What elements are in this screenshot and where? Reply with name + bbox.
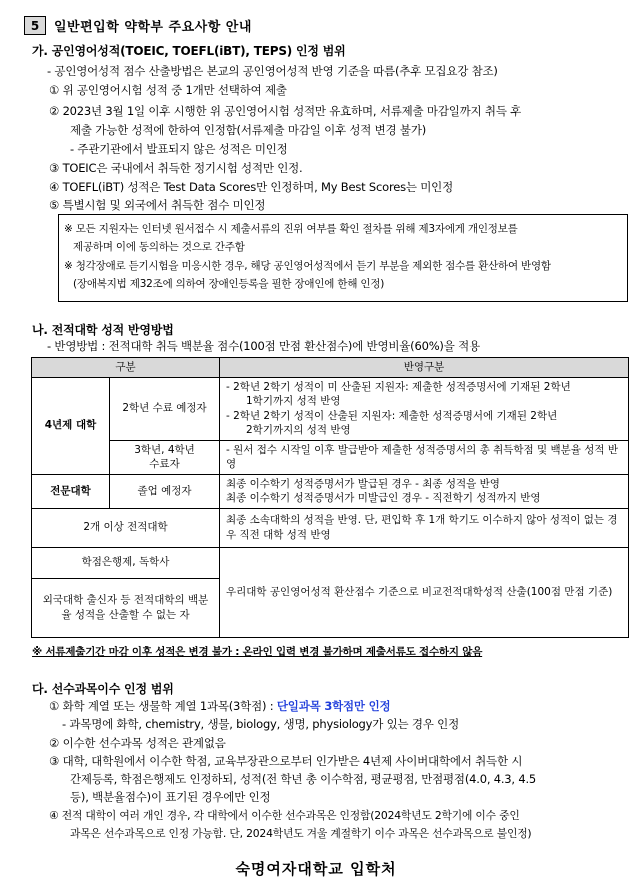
na-footnote: ※ 서류제출기간 마감 이후 성적은 변경 불가 : 온라인 입력 변경 불가하며 제출서류도 접수하지 않음 [32,646,483,658]
section-title: 일반편입학 약학부 주요사항 안내 [54,20,252,35]
grade-table [31,357,629,638]
da-item-4-cont: 과목은 선수과목으로 인정 가능함. 단, 2024학년도 겨울 계절학기 이수 과목은 선수과목으로 불인정) [70,827,532,840]
desc-line: 최종 이수학기 성적증명서가 미발급인 경우 - 직전학기 성적까지 반영 [226,492,541,504]
da-item-3: ③ 대학, 대학원에서 이수한 학점, 교육부장관으로부터 인가받은 4년제 사이버대학에서 취득한 시 [49,754,523,768]
da-item-1-sub: - 과목명에 화학, chemistry, 생물, biology, 생명, physiology가 있는 경우 인정 [62,717,459,731]
cell-foreign-desc: 우리대학 공인영어성적 환산점수 기준으로 비교전적대학성적 산출(100점 만점 기준) [220,547,629,637]
cell-multi-college: 2개 이상 전적대학 [32,508,220,547]
ga-item-2: ② 2023년 3월 1일 이후 시행한 위 공인영어시험 성적만 유효하며, 서류제출 마감일까지 취득 후 [49,104,522,118]
na-title: 나. 전적대학 성적 반영방법 [32,323,174,337]
da-item-1 [49,698,390,714]
footer-org: 숙명여자대학교 입학처 [235,860,397,878]
ga-intro: - 공인영어성적 점수 산출방법은 본교의 공인영어성적 반영 기준을 따름(추후 모집요강 참조) [47,64,498,78]
da-item-2: ② 이수한 선수과목 성적은 관계없음 [49,736,226,750]
da-item-4: ④ 전적 대학이 여러 개인 경우, 각 대학에서 이수한 선수과목은 인정함(2024학년도 2학기에 이수 중인 [49,809,520,822]
na-intro: - 반영방법 : 전적대학 취득 백분율 점수(100점 만점 환산점수)에 반영비율(60%)을 적용 [47,339,480,353]
ga-item-2-cont: 제출 가능한 성적에 한하여 인정함(서류제출 마감일 이후 성적 변경 불가) [70,123,427,137]
section-header [24,16,252,35]
notice-box [58,214,628,302]
ga-item-1: ① 위 공인영어시험 성적 중 1개만 선택하여 제출 [49,83,287,97]
cell-2nd-year: 2학년 수료 예정자 [110,377,220,440]
ga-item-3: ③ TOEIC은 국내에서 취득한 정기시험 성적만 인정. [49,161,303,175]
cell-credit-bank: 학점은행제, 독학사 [32,547,220,578]
note-1-cont: 제공하며 이에 동의하는 것으로 간주함 [73,241,245,253]
cell-foreign-college: 외국대학 출신자 등 전적대학의 백분율 성적을 산출할 수 없는 자 [32,578,220,637]
ga-item-2-sub: - 주관기관에서 발표되지 않은 성적은 미인정 [70,142,288,156]
cell-multi-college-desc: 최종 소속대학의 성적을 반영. 단, 편입학 후 1개 학기도 이수하지 않아 성적이 없는 경우 직전 대학 성적 반영 [220,508,629,547]
desc-line: - 2학년 2학기 성적이 산출된 지원자: 제출한 성적증명서에 기재된 2학년 [226,409,558,422]
section-number: 5 [24,16,46,35]
ga-title: 가. 공인영어성적(TOEIC, TOEFL(iBT), TEPS) 인정 범위 [32,44,346,58]
ga-item-4: ④ TOEFL(iBT) 성적은 Test Data Scores만 인정하며, My Best Scores는 미인정 [49,180,453,194]
desc-line: 1학기까지 성적 반영 [246,395,341,407]
cell-graduate-expected: 졸업 예정자 [110,474,220,508]
note-2-cont: (장애복지법 제32조에 의하여 장애인등록을 필한 장애인에 한해 인정) [73,278,385,290]
cell-4year: 4년제 대학 [32,377,110,474]
desc-line: 2학기까지의 성적 반영 [246,424,351,436]
desc-line: - 2학년 2학기 성적이 미 산출된 지원자: 제출한 성적증명서에 기재된 2학년 [226,380,571,393]
cell-3-4year: 3학년, 4학년 수료자 [110,440,220,474]
da-title: 다. 선수과목이수 인정 범위 [32,682,174,696]
cell-3-4year-desc: - 원서 접수 시작일 이후 발급받아 제출한 성적증명서의 총 취득학점 및 백분율 성적 반영 [220,440,629,474]
da-item-1-highlight: 단일과목 3학점만 인정 [276,699,391,713]
ga-item-5: ⑤ 특별시험 및 외국에서 취득한 점수 미인정 [49,198,266,212]
cell-junior-college: 전문대학 [32,474,110,508]
desc-line: 최종 이수학기 성적증명서가 발급된 경우 - 최종 성적을 반영 [226,477,500,490]
cell-junior-college-desc [220,474,629,508]
note-1: ※ 모든 지원자는 인터넷 원서접수 시 제출서류의 진위 여부를 확인 절차를 위해 제3자에게 개인정보를 [64,223,518,235]
cell-2nd-year-desc [220,377,629,440]
da-item-3-cont2: 등), 백분율점수)이 표기된 경우에만 인정 [70,790,271,804]
da-item-3-cont: 간제등록, 학점은행제도 인정하되, 성적(전 학년 총 이수학점, 평균평점, 만점평점(4.0, 4.3, 4.5 [70,772,537,786]
note-2: ※ 청각장애로 듣기시험을 미응시한 경우, 해당 공인영어성적에서 듣기 부분을 제외한 점수를 환산하여 반영함 [64,260,551,272]
da-item-1-text: ① 화학 계열 또는 생물학 계열 1과목(3학점) : [49,699,277,713]
table-header-category: 구분 [32,358,220,378]
table-header-reflection: 반영구분 [220,358,629,378]
